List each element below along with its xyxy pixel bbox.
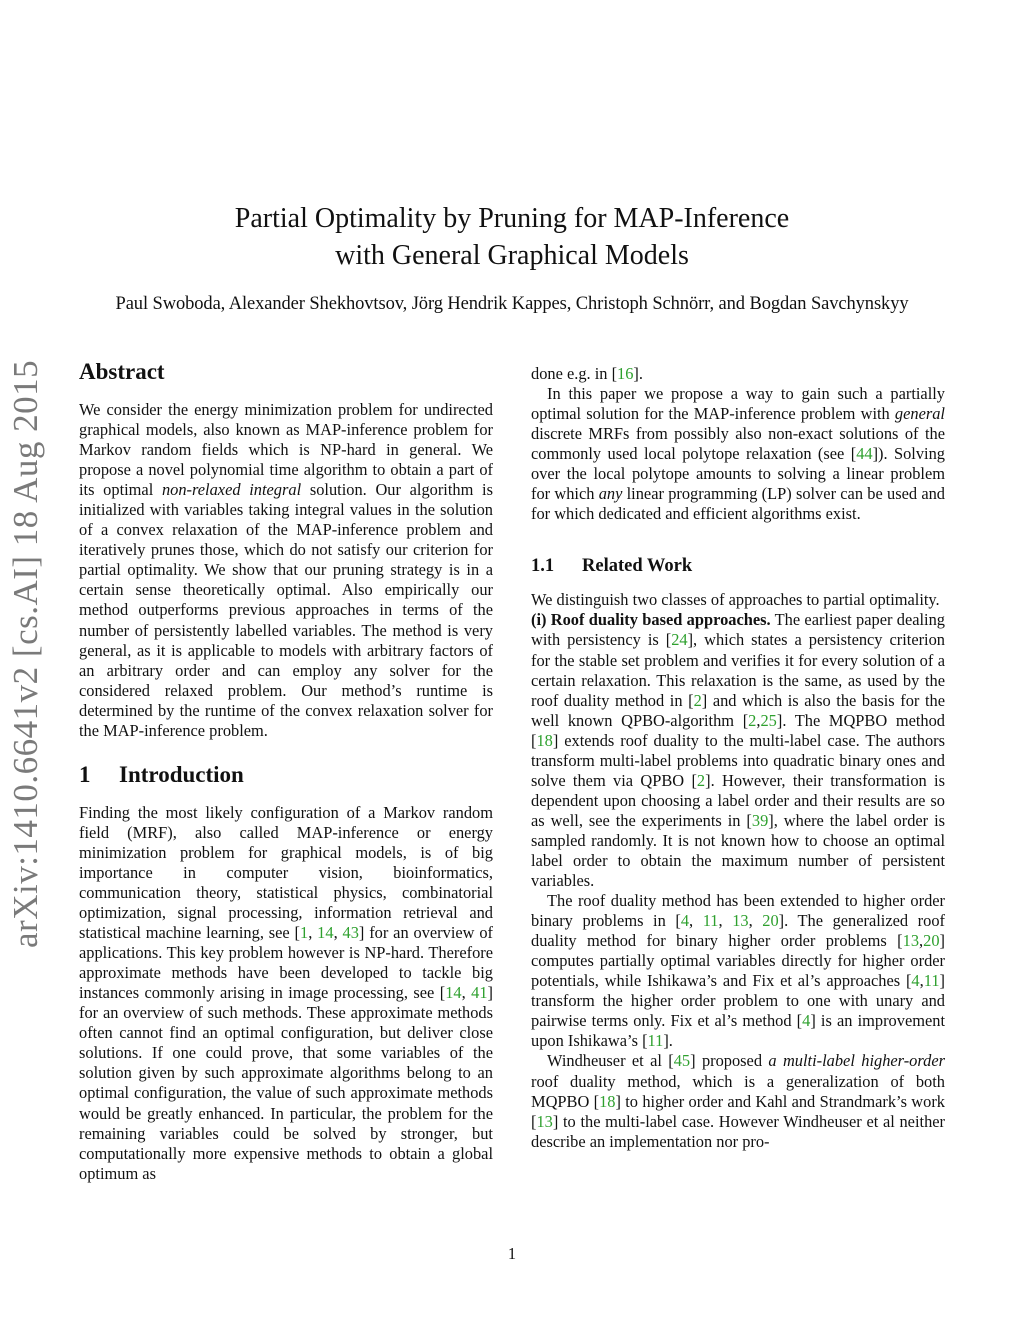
title-line-2: with General Graphical Models [335, 240, 689, 271]
citation-link[interactable]: 1 [300, 923, 309, 943]
citation-link[interactable]: 20 [762, 911, 779, 931]
higher-order-paragraph: The roof duality method has been extended to higher order binary problems in [4, 11, 13, 20]. The generalized roof duality method for binary higher order problems [13,20] computes partially optimal variables directly for higher order potentials, while Ishikawa’s and Fix et al’s approaches [4,11] transform the higher order problem to one with unary and pairwise terms only. Fix et al’s method [4] is an improvement upon Ishikawa’s [11]. [531, 891, 946, 1051]
windheuser-paragraph: Windheuser et al [45] proposed a multi-label higher-order roof duality method, which is a generalization of both MQPBO [18] to higher order and Kahl and Strandmark’s work [13] to the multi-label case. However Windheuser et al neither describe an implementation nor pro- [531, 1051, 945, 1151]
section-title: Introduction [119, 761, 244, 787]
citation-link[interactable]: 24 [671, 630, 688, 650]
citation-link[interactable]: 14 [445, 983, 462, 1003]
continued-paragraph: done e.g. in [16]. [531, 364, 643, 383]
citation-link[interactable]: 2 [693, 690, 702, 710]
paper-title [0, 200, 1024, 274]
right-column [531, 364, 945, 1152]
abstract-heading: Abstract [79, 359, 165, 384]
page-number: 1 [507, 1244, 517, 1263]
abstract-text: We consider the energy minimization problem for undirected graphical models, also known as MAP-inference problem for Markov random fields which is NP-hard in general. We propose a novel polynomial time algorithm to obtain a part of its optimal non-relaxed integral solution. Our algorithm is initialized with variables taking integral values in the solution of a convex relaxation of the MAP-inference problem and iteratively prunes those, which do not satisfy our criterion for partial optimality. We show that our pruning strategy is in a certain sense theoretically optimal. Also empirically our method outperforms previous approaches in terms of the number of persistently labelled variables. The method is very general, as it is applicable to models with arbitrary factors of an arbitrary order and can employ any solver for the considered relaxed problem. Our method’s runtime is determined by the runtime of the convex relaxation solver for the MAP-inference problem. [79, 400, 493, 740]
paragraph-label: (i) Roof duality based approaches. [531, 610, 771, 630]
citation-link[interactable]: 44 [856, 444, 873, 464]
citation-link[interactable]: 20 [923, 931, 940, 951]
introduction-heading [79, 761, 493, 789]
emphasis-text: general [894, 404, 945, 424]
arxiv-identifier: arXiv:1410.6641v2 [cs.AI] 18 Aug 2015 [6, 359, 45, 948]
citation-link[interactable]: 39 [751, 810, 769, 830]
author-list: Paul Swoboda, Alexander Shekhovtsov, Jörg Hendrik Kappes, Christoph Schnörr, and Bogdan Savchynskyy [115, 294, 909, 314]
roof-duality-paragraph: (i) Roof duality based approaches. The earliest paper dealing with persistency is [24], which states a persistency criterion for the stable set problem and verifies it for every solution of a certain relaxation. This relaxation is the same, as used by the roof duality method in [2] and which is also the basis for the well known QPBO-algorithm [2,25]. The MQPBO method [18] extends roof duality to the multi-label case. The authors transform multi-label problems into quadratic binary ones and solve them via QPBO [2]. However, their transformation is dependent upon choosing a label order and their results are so as well, see the experiments in [39], where the label order is sampled randomly. It is not known how to choose an optimal label order to obtain the maximum number of persistent variables. [531, 610, 946, 891]
subsection-title: Related Work [582, 556, 693, 577]
citation-link[interactable]: 13 [732, 911, 749, 931]
citation-link[interactable]: 16 [617, 364, 634, 383]
citation-link[interactable]: 13 [902, 931, 920, 951]
related-work-heading [531, 554, 945, 578]
citation-link[interactable]: 14 [317, 923, 334, 943]
citation-link[interactable]: 43 [342, 923, 359, 943]
citation-link[interactable]: 4 [911, 971, 920, 991]
citation-link[interactable]: 4 [680, 911, 690, 931]
contribution-paragraph: In this paper we propose a way to gain such a partially optimal solution for the MAP-inference problem with general discrete MRFs from possibly also non-exact solutions of the commonly used local polytope relaxation (see [44]). Solving over the local polytope amounts to solving a linear problem for which any linear programming (LP) solver can be used and for which dedicated and efficient algorithms exist. [531, 384, 946, 524]
introduction-paragraph: Finding the most likely configuration of a Markov random field (MRF), also called MAP-inference or energy minimization problem for graphical models, is of big importance in computer vision, bioinformatics, communication theory, statistical physics, combinatorial optimization, signal processing, information retrieval and statistical machine learning, see [1, 14, 43] for an overview of applications. This key problem however is NP-hard. Therefore approximate methods have been developed to tackle big instances commonly arising in image processing, see [14, 41] for an overview of such methods. These approximate methods often cannot find an optimal configuration, but deliver close solutions. If one could prove, that some variables of the solution given by such approximate algorithms belong to an optimal configuration, the value of such approximate methods would be greatly enhanced. In particular, the problem for the remaining variables could be solved by stronger, but computationally more expensive methods to obtain a global optimum as [79, 802, 493, 1183]
emphasis-text: any [598, 484, 623, 504]
related-work-intro: We distinguish two classes of approaches to partial optimality. [531, 590, 940, 610]
subsection-number: 1.1 [531, 556, 555, 577]
citation-link[interactable]: 11 [647, 1031, 664, 1051]
citation-link[interactable]: 18 [599, 1091, 616, 1111]
citation-link[interactable]: 25 [760, 710, 777, 730]
emphasis-text: a multi-label higher-order [768, 1051, 945, 1071]
title-line-1: Partial Optimality by Pruning for MAP-Inference [234, 203, 790, 234]
citation-link[interactable]: 18 [536, 730, 553, 750]
citation-link[interactable]: 11 [702, 911, 719, 931]
citation-link[interactable]: 41 [471, 983, 488, 1003]
section-number: 1 [79, 761, 91, 787]
abstract-emphasis: non-relaxed integral [161, 480, 302, 500]
citation-link[interactable]: 11 [923, 971, 940, 991]
citation-link[interactable]: 13 [536, 1111, 553, 1131]
citation-link[interactable]: 4 [802, 1011, 811, 1031]
left-column [79, 358, 493, 1184]
citation-link[interactable]: 2 [696, 770, 706, 790]
citation-link[interactable]: 45 [673, 1051, 691, 1071]
citation-link[interactable]: 2 [748, 710, 757, 730]
